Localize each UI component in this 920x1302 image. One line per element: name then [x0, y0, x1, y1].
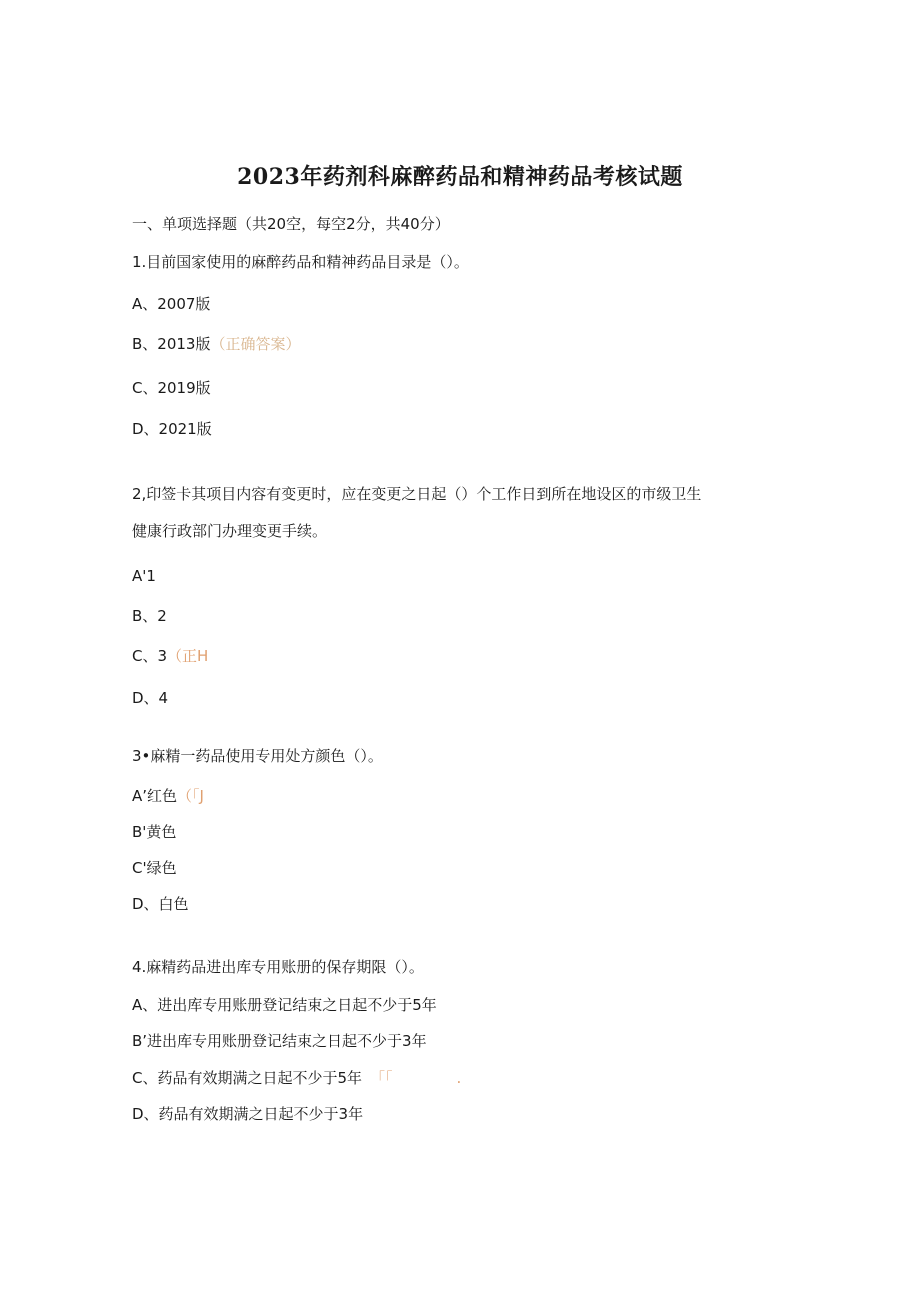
- correct-answer-mark: （正确答案）: [210, 335, 301, 353]
- question-1-option-c: C、2019版: [132, 379, 211, 397]
- question-2-option-a: A'1: [132, 567, 156, 585]
- correct-answer-mark: （「J: [177, 787, 204, 805]
- section-heading: 一、单项选择题（共20空，每空2分，共40分）: [132, 215, 450, 233]
- correct-answer-mark: 「「: [370, 1069, 393, 1087]
- answer-dot: .: [456, 1069, 462, 1087]
- page-title: 2023年药剂科麻醉药品和精神药品考核试题: [237, 164, 683, 190]
- option-text: C、3: [132, 647, 168, 665]
- question-2-option-b: B、2: [132, 607, 167, 625]
- question-2-stem-line-1: 2,印签卡其项目内容有变更时，应在变更之日起（）个工作日到所在地设区的市级卫生: [132, 485, 702, 503]
- question-3-option-c: C'绿色: [132, 859, 177, 877]
- option-text: B、2013版: [132, 335, 211, 353]
- correct-answer-mark: （正H: [167, 647, 209, 665]
- question-3-option-a: [132, 786, 204, 806]
- question-1-option-b: [132, 334, 300, 354]
- question-4-option-c: [132, 1068, 461, 1088]
- question-2-option-c: [132, 646, 208, 666]
- question-4-stem: 4.麻精药品进出库专用账册的保存期限（）。: [132, 958, 424, 976]
- question-4-option-b: B’进出库专用账册登记结束之日起不少于3年: [132, 1032, 427, 1050]
- option-text: A’红色: [132, 787, 178, 805]
- question-3-stem: 3•麻精一药品使用专用处方颜色（）。: [132, 747, 383, 765]
- question-3-option-b: B'黄色: [132, 823, 177, 841]
- question-1-option-d: D、2021版: [132, 420, 212, 438]
- question-2-stem-line-2: 健康行政部门办理变更手续。: [132, 522, 328, 540]
- option-text: C、药品有效期满之日起不少于5年: [132, 1069, 363, 1087]
- question-4-option-d: D、药品有效期满之日起不少于3年: [132, 1105, 364, 1123]
- question-2-option-d: D、4: [132, 689, 169, 707]
- question-3-option-d: D、白色: [132, 895, 189, 913]
- question-1-option-a: A、2007版: [132, 295, 211, 313]
- question-4-option-a: A、进出库专用账册登记结束之日起不少于5年: [132, 996, 437, 1014]
- question-1-stem: 1.目前国家使用的麻醉药品和精神药品目录是（）。: [132, 253, 469, 271]
